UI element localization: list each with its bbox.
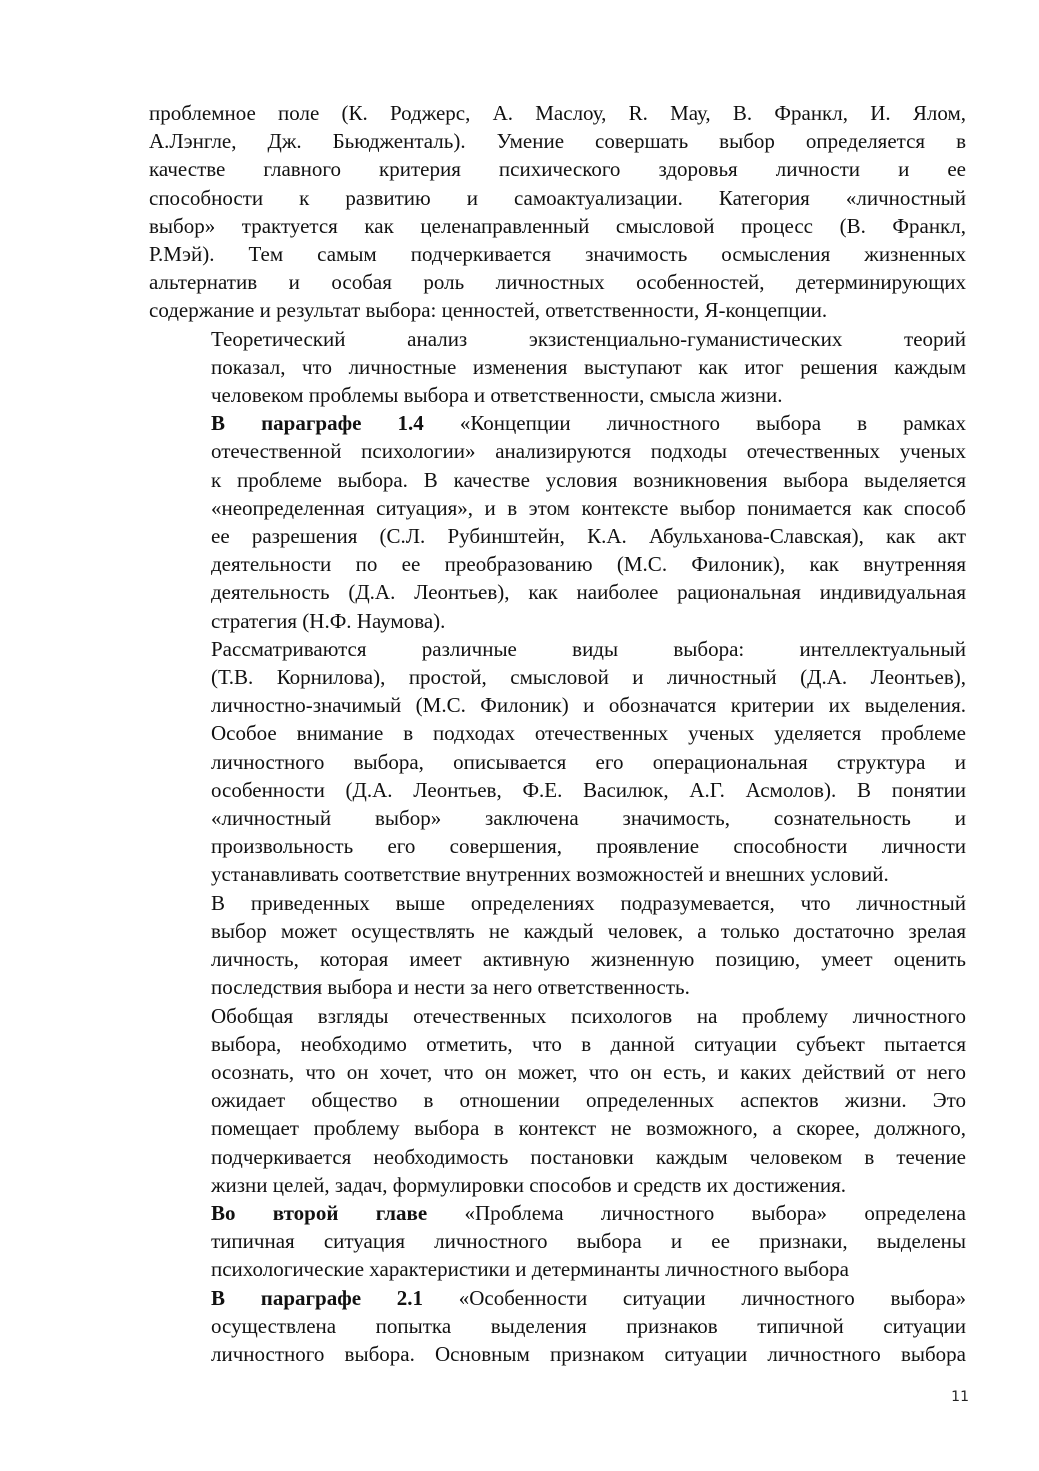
page-number: 11 bbox=[951, 1389, 969, 1405]
body-text: психологические характеристики и детерминанты личностного выбора bbox=[211, 1257, 849, 1282]
text-line bbox=[149, 1171, 966, 1199]
text-line bbox=[149, 1312, 966, 1340]
body-text: качестве главного критерия психического здоровья личности и ее bbox=[149, 157, 966, 182]
text-line bbox=[149, 1340, 966, 1368]
text-line bbox=[149, 1086, 966, 1114]
body-text: личностно-значимый (М.С. Филоник) и обозначатся критерии их выделения. bbox=[211, 693, 966, 718]
body-text: «Особенности ситуации личностного выбора» bbox=[423, 1285, 966, 1310]
paragraph bbox=[149, 889, 966, 1002]
bold-heading-text: Во второй главе bbox=[211, 1200, 428, 1225]
text-line bbox=[149, 1284, 966, 1312]
text-line bbox=[149, 889, 966, 917]
body-text: человеком проблемы выбора и ответственности, смысла жизни. bbox=[211, 383, 783, 408]
body-text: осуществлена попытка выделения признаков типичной ситуации bbox=[211, 1313, 966, 1338]
body-text: Рассматриваются различные виды выбора: интеллектуальный bbox=[211, 636, 966, 661]
body-text: жизни целей, задач, формулировки способов и средств их достижения. bbox=[211, 1172, 847, 1197]
body-text: осознать, что он хочет, что он может, что он есть, и каких действий от него bbox=[211, 1059, 966, 1084]
paragraph bbox=[149, 635, 966, 889]
paragraph bbox=[149, 325, 966, 410]
body-text: А.Лэнгле, Дж. Бьюдженталь). Умение совершать выбор определяется в bbox=[149, 129, 966, 154]
body-text: деятельность (Д.А. Леонтьев), как наиболее рациональная индивидуальная bbox=[211, 580, 966, 605]
body-text: проблемное поле (К. Роджерс, А. Маслоу, R. Мау, В. Франкл, И. Ялом, bbox=[149, 101, 966, 125]
text-line bbox=[149, 184, 966, 212]
bold-heading-text: В параграфе 1.4 bbox=[211, 411, 424, 436]
text-line bbox=[149, 635, 966, 663]
body-text: выбора, необходимо отметить, что в данной ситуации субъект пытается bbox=[211, 1031, 966, 1056]
body-text: особенности (Д.А. Леонтьев, Ф.Е. Василюк, А.Г. Асмолов). В понятии bbox=[211, 777, 966, 802]
text-line bbox=[149, 155, 966, 183]
paragraph bbox=[149, 1284, 966, 1369]
body-text: «Концепции личностного выбора в рамках bbox=[423, 411, 966, 436]
body-text: помещает проблему выбора в контекст не возможного, а скорее, должного, bbox=[211, 1116, 966, 1141]
body-text: типичная ситуация личностного выбора и ее признаки, выделены bbox=[211, 1229, 966, 1254]
text-line bbox=[149, 663, 966, 691]
body-text: выбор» трактуется как целенаправленный смысловой процесс (В. Франкл, bbox=[149, 213, 966, 238]
body-text: личность, которая имеет активную жизненную позицию, умеет оценить bbox=[211, 947, 966, 972]
body-text: «Проблема личностного выбора» определена bbox=[427, 1200, 966, 1225]
text-line bbox=[149, 353, 966, 381]
paragraph bbox=[149, 409, 966, 635]
text-line bbox=[149, 973, 966, 1001]
text-line bbox=[149, 719, 966, 747]
text-line bbox=[149, 550, 966, 578]
paragraph bbox=[149, 1199, 966, 1284]
text-line bbox=[149, 1058, 966, 1086]
text-line bbox=[149, 748, 966, 776]
text-line bbox=[149, 522, 966, 550]
body-text: Особое внимание в подходах отечественных ученых уделяется проблеме bbox=[211, 721, 966, 746]
text-line bbox=[149, 1227, 966, 1255]
body-text: личностного выбора. Основным признаком ситуации личностного выбора bbox=[211, 1341, 966, 1366]
text-line bbox=[149, 325, 966, 353]
text-line bbox=[149, 1255, 966, 1283]
body-text: содержание и результат выбора: ценностей, ответственности, Я-концепции. bbox=[149, 298, 828, 323]
paragraph bbox=[149, 99, 966, 325]
text-line bbox=[149, 494, 966, 522]
text-line bbox=[149, 917, 966, 945]
document-page bbox=[149, 99, 966, 1368]
body-text: устанавливать соответствие внутренних возможностей и внешних условий. bbox=[211, 862, 889, 887]
text-line bbox=[149, 691, 966, 719]
text-line bbox=[149, 832, 966, 860]
text-line bbox=[149, 945, 966, 973]
bold-heading-text: В параграфе 2.1 bbox=[211, 1285, 424, 1310]
body-text: ее разрешения (С.Л. Рубинштейн, К.А. Абульханова-Славская), как акт bbox=[211, 524, 966, 549]
text-line bbox=[149, 578, 966, 606]
body-text: «личностный выбор» заключена значимость, сознательность и bbox=[211, 806, 966, 831]
text-line bbox=[149, 437, 966, 465]
body-text: «неопределенная ситуация», и в этом контексте выбор понимается как способ bbox=[211, 495, 966, 520]
text-line bbox=[149, 860, 966, 888]
text-line bbox=[149, 240, 966, 268]
text-line bbox=[149, 127, 966, 155]
body-text: к проблеме выбора. В качестве условия возникновения выбора выделяется bbox=[211, 467, 966, 492]
body-text: Теоретический анализ экзистенциально-гуманистических теорий bbox=[211, 326, 966, 351]
body-text: ожидает общество в отношении определенных аспектов жизни. Это bbox=[211, 1088, 966, 1113]
text-line bbox=[149, 381, 966, 409]
text-line bbox=[149, 268, 966, 296]
text-line bbox=[149, 296, 966, 324]
text-line bbox=[149, 409, 966, 437]
text-line bbox=[149, 607, 966, 635]
body-text: (Т.В. Корнилова), простой, смысловой и личностный (Д.А. Леонтьев), bbox=[211, 665, 966, 690]
text-line bbox=[149, 1030, 966, 1058]
body-text: стратегия (Н.Ф. Наумова). bbox=[211, 608, 446, 633]
body-text: альтернатив и особая роль личностных особенностей, детерминирующих bbox=[149, 270, 966, 295]
text-line bbox=[149, 1143, 966, 1171]
body-text: произвольность его совершения, проявление способности личности bbox=[211, 834, 966, 859]
body-text: деятельности по ее преобразованию (М.С. Филоник), как внутренняя bbox=[211, 552, 966, 577]
paragraph bbox=[149, 1002, 966, 1199]
text-line bbox=[149, 1002, 966, 1030]
text-line bbox=[149, 804, 966, 832]
text-line bbox=[149, 776, 966, 804]
text-line bbox=[149, 1114, 966, 1142]
body-text: Обобщая взгляды отечественных психологов на проблему личностного bbox=[211, 1003, 966, 1028]
body-text: последствия выбора и нести за него ответственность. bbox=[211, 975, 690, 1000]
body-text: В приведенных выше определениях подразумевается, что личностный bbox=[211, 890, 966, 915]
body-text: отечественной психологии» анализируются подходы отечественных ученых bbox=[211, 439, 966, 464]
body-text: показал, что личностные изменения выступают как итог решения каждым bbox=[211, 354, 966, 379]
text-line bbox=[149, 1199, 966, 1227]
text-line bbox=[149, 466, 966, 494]
body-text: подчеркивается необходимость постановки каждым человеком в течение bbox=[211, 1144, 966, 1169]
text-line bbox=[149, 99, 966, 127]
body-text: способности к развитию и самоактуализации. Категория «личностный bbox=[149, 185, 966, 210]
body-text: выбор может осуществлять не каждый человек, а только достаточно зрелая bbox=[211, 918, 966, 943]
body-text: личностного выбора, описывается его операциональная структура и bbox=[211, 749, 966, 774]
text-line bbox=[149, 212, 966, 240]
body-text: Р.Мэй). Тем самым подчеркивается значимость осмысления жизненных bbox=[149, 242, 966, 267]
